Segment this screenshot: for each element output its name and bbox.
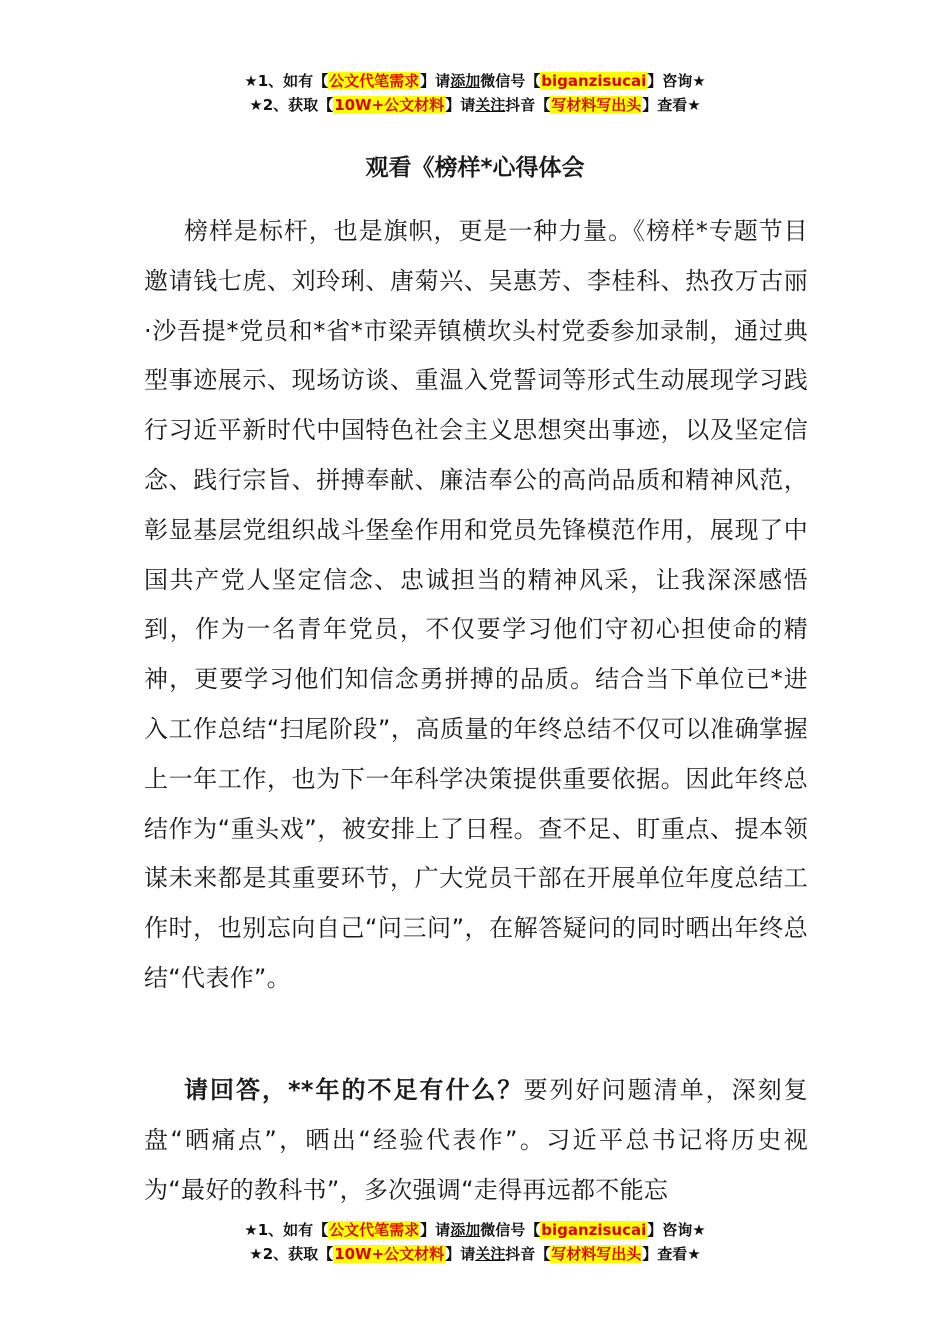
promo-highlight: 公文代笔需求 (329, 72, 420, 90)
paragraph-lead-question: 请回答，**年的不足有什么？ (184, 1076, 524, 1104)
promo-highlight: 写材料写出头 (551, 96, 642, 114)
promo-underlined: 关注 (475, 1245, 506, 1263)
promo-text: 】请 (445, 1245, 476, 1263)
promo-text: ★2、获取【 (249, 1245, 334, 1263)
promo-underlined: 关注 (475, 96, 506, 114)
document-title: 观看《榜样*心得体会 (365, 155, 585, 181)
promo-text: 】请 (420, 72, 451, 90)
promo-highlight: biganzisucai (541, 72, 647, 90)
promo-highlight: 10W+公文材料 (334, 1245, 445, 1263)
body-paragraph (144, 1066, 808, 1216)
paragraph-text: 要列好问题清单，深刻复盘“晒痛点”，晒出“经验代表作”。习近平总书记将历史视为“最好的教科书”，多次强调“走得再远都不能忘 (144, 1076, 808, 1204)
promo-highlight: 公文代笔需求 (329, 1221, 420, 1239)
body-paragraph: 榜样是标杆，也是旗帜，更是一种力量。《榜样*专题节目邀请钱七虎、刘玲琍、唐菊兴、吴惠芳、李桂科、热孜万古丽·沙吾提*党员和*省*市梁弄镇横坎头村党委参加录制，通过典型事迹展示、现场访谈、重温入党誓词等形式生动展现学习践行习近平新时代中国特色社会主义思想突出事迹，以及坚定信念、践行宗旨、拼搏奉献、廉洁奉公的高尚品质和精神风范，彰显基层党组织战斗堡垒作用和党员先锋模范作用，展现了中国共产党人坚定信念、忠诚担当的精神风采，让我深深感悟到，作为一名青年党员，不仅要学习他们守初心担使命的精神，更要学习他们知信念勇拼搏的品质。结合当下单位已*进入工作总结“扫尾阶段”，高质量的年终总结不仅可以准确掌握上一年工作，也为下一年科学决策提供重要依据。因此年终总结作为“重头戏”，被安排上了日程。查不足、盯重点、提本领谋未来都是其重要环节，广大党员干部在开展单位年度总结工作时，也别忘向自己“问三问”，在解答疑问的同时晒出年终总结“代表作”。 (144, 217, 808, 992)
promo-text: ★1、如有【 (244, 1221, 329, 1239)
promo-text: 抖音【 (505, 96, 551, 114)
promo-text: 】请 (445, 96, 476, 114)
promo-text: 抖音【 (505, 1245, 551, 1263)
promo-underlined: 添加 (450, 1221, 481, 1239)
promo-footer-line-1 (0, 1219, 950, 1241)
promo-line-2 (0, 94, 950, 116)
promo-text: 】咨询★ (647, 72, 706, 90)
promo-text: 】咨询★ (647, 1221, 706, 1239)
promo-line-1 (0, 70, 950, 92)
promo-highlight: biganzisucai (541, 1221, 647, 1239)
promo-highlight: 10W+公文材料 (334, 96, 445, 114)
promo-text: ★2、获取【 (249, 96, 334, 114)
promo-text: 微信号【 (480, 72, 541, 90)
promo-footer-line-2 (0, 1243, 950, 1265)
promo-text: 】查看★ (642, 1245, 701, 1263)
promo-highlight: 写材料写出头 (551, 1245, 642, 1263)
promo-text: 】请 (420, 1221, 451, 1239)
promo-text: 微信号【 (480, 1221, 541, 1239)
promo-underlined: 添加 (450, 72, 481, 90)
promo-text: 】查看★ (642, 96, 701, 114)
promo-text: ★1、如有【 (244, 72, 329, 90)
